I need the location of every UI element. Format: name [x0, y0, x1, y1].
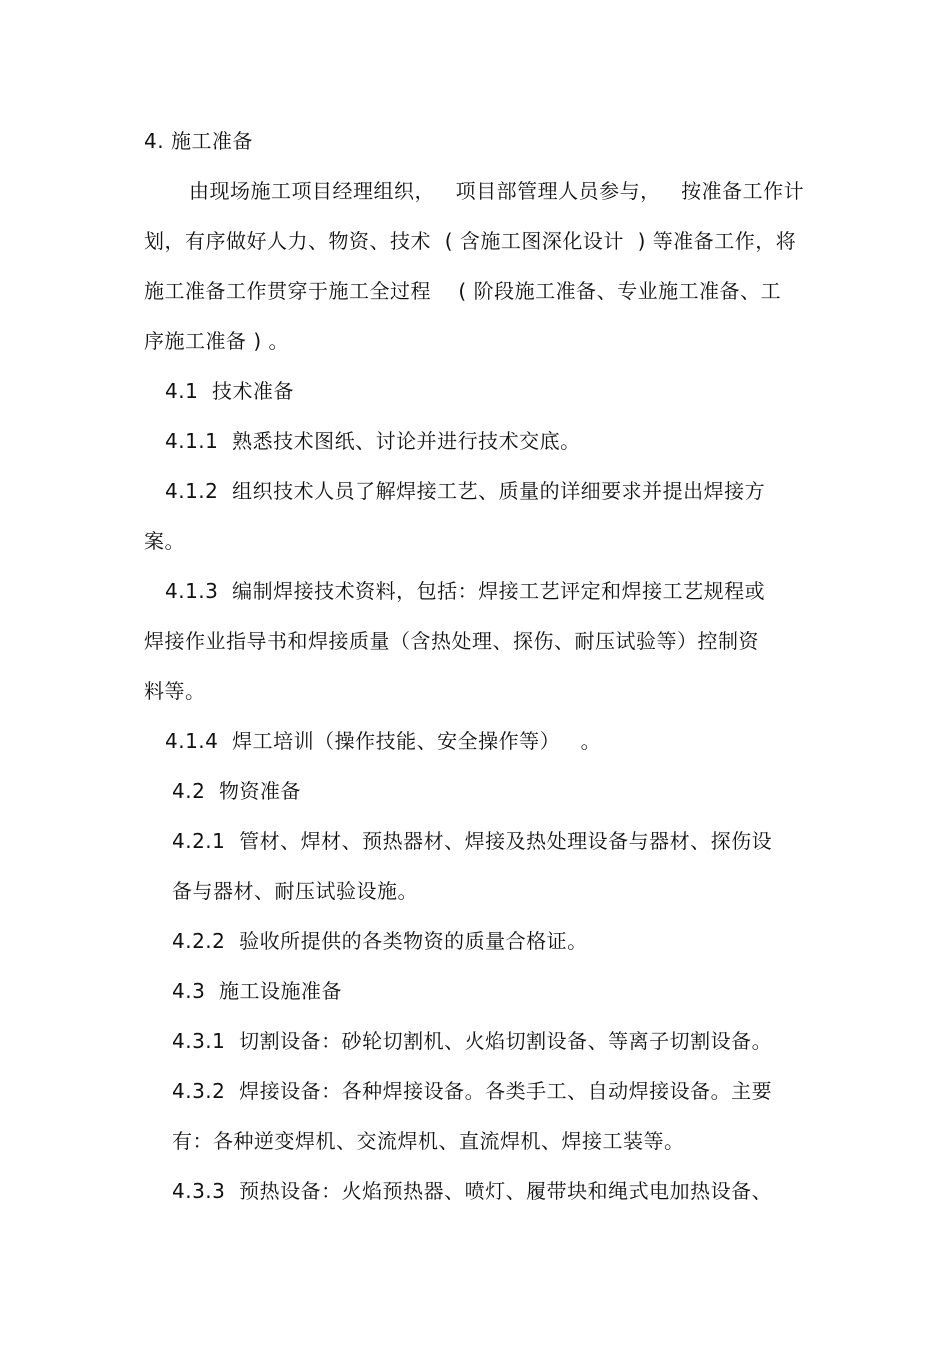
item-line: 4.3.1 切割设备：砂轮切割机、火焰切割设备、等离子切割设备。 [172, 1029, 773, 1053]
item-line: 4.1.3 编制焊接技术资料，包括：焊接工艺评定和焊接工艺规程或 [165, 579, 766, 603]
section-heading: 4. 施工准备 [144, 129, 253, 153]
item-line: 4.2.1 管材、焊材、预热器材、焊接及热处理设备与器材、探伤设 [172, 829, 773, 853]
item-line: 4.1.4 焊工培训（操作技能、安全操作等） 。 [165, 729, 602, 753]
paragraph-line: 施工准备工作贯穿于施工全过程 ( 阶段施工准备、专业施工准备、工 [144, 279, 782, 303]
item-line: 4.2.2 验收所提供的各类物资的质量合格证。 [172, 929, 588, 953]
item-line: 4.3.3 预热设备：火焰预热器、喷灯、履带块和绳式电加热设备、 [172, 1179, 773, 1203]
item-line: 4.1.2 组织技术人员了解焊接工艺、质量的详细要求并提出焊接方 [165, 479, 766, 503]
item-line: 4.1.1 熟悉技术图纸、讨论并进行技术交底。 [165, 429, 581, 453]
subsection-heading: 4.3 施工设施准备 [172, 979, 343, 1003]
paragraph-line: 序施工准备 ) 。 [144, 329, 290, 353]
paragraph-line: 由现场施工项目经理组织， 项目部管理人员参与， 按准备工作计 [189, 179, 805, 203]
item-line: 有：各种逆变焊机、交流焊机、直流焊机、焊接工装等。 [172, 1129, 685, 1153]
subsection-heading: 4.1 技术准备 [165, 379, 295, 403]
item-line: 料等。 [144, 679, 206, 703]
subsection-heading: 4.2 物资准备 [172, 779, 302, 803]
item-line: 焊接作业指导书和焊接质量（含热处理、探伤、耐压试验等）控制资 [144, 629, 759, 653]
paragraph-line: 划，有序做好人力、物资、技术 ( 含施工图深化设计 ) 等准备工作，将 [144, 229, 797, 253]
item-line: 案。 [144, 529, 185, 553]
item-line: 备与器材、耐压试验设施。 [172, 879, 418, 903]
item-line: 4.3.2 焊接设备：各种焊接设备。各类手工、自动焊接设备。主要 [172, 1079, 773, 1103]
